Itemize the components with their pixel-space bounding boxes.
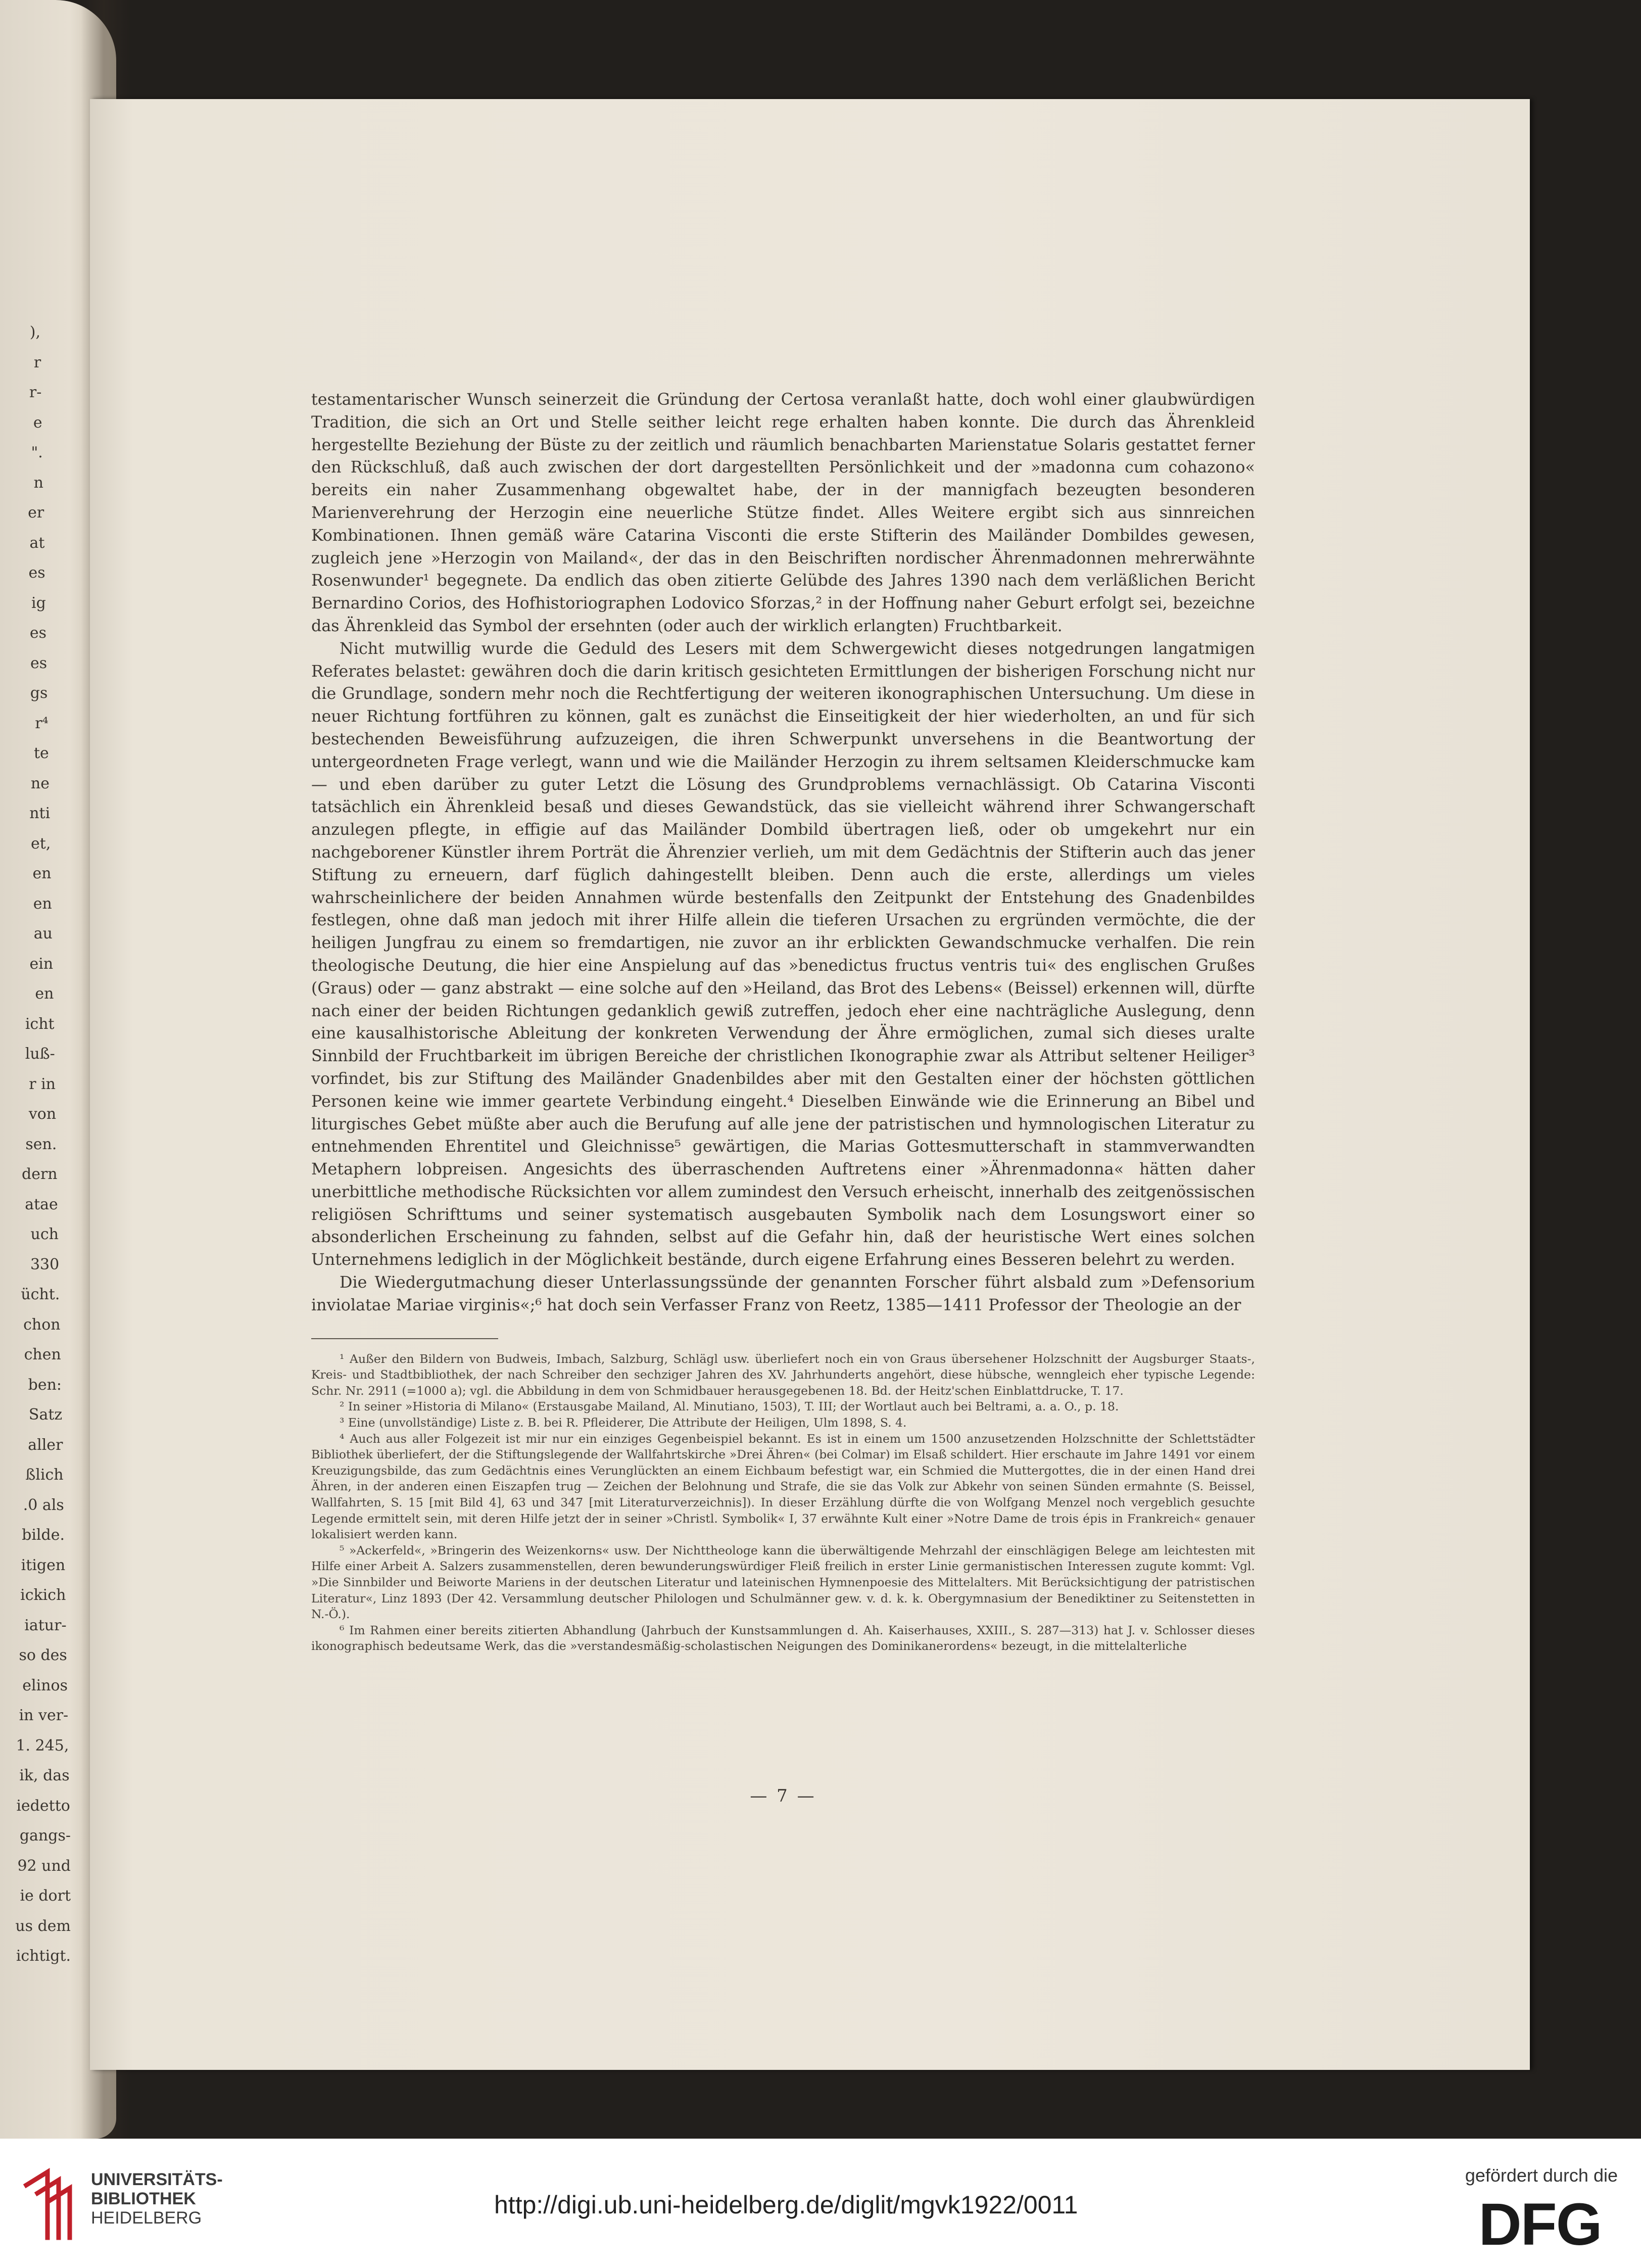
footnote: ¹ Außer den Bildern von Budweis, Imbach, Salzburg, Schlägl usw. überliefert noch ein von Graus übersehener Holzschnitt der Augsburger Staats-, Kreis- und Stadtbibliothek, der nach Schreiber den sechziger Jahren des XV. Jahrhunderts angehört, diese hübsche, wenngleich eher typische Legende: Schr. Nr. 2911 (=1000 a); vgl. die Abbildung in dem von Schmidbauer herausgegebenen 18. Bd. der Heitz'schen Einblattdrucke, T. 17. (311, 1351, 1255, 1398)
left-margin-fragment: en (35, 985, 54, 1003)
left-margin-fragment: nti (29, 805, 51, 822)
left-margin-fragment: itigen (21, 1556, 66, 1574)
paragraph: Die Wiedergutmachung dieser Unterlassungssünde der genannten Forscher führt alsbald zum »Defensorium inviolatae Mariae virginis«;⁶ hat doch sein Verfasser Franz von Reetz, 1385—1411 Professor der Theologie an der (311, 1273, 1255, 1314)
library-name-line: HEIDELBERG (91, 2208, 202, 2228)
left-margin-fragment: uch (30, 1225, 59, 1243)
dfg-logo (1464, 2194, 1616, 2250)
left-margin-fragment: r (33, 353, 41, 371)
ub-heidelberg-logo-icon (21, 2167, 77, 2243)
left-margin-fragment: .0 als (23, 1496, 64, 1514)
left-margin-fragment: bilde. (22, 1526, 65, 1544)
footnote: ⁶ Im Rahmen einer bereits zitierten Abhandlung (Jahrbuch der Kunstsammlungen d. Ah. Kaiserhauses, XXIII., S. 287—313) hat J. v. Schlosser dieses ikonographisch bedeutsame Werk, das die »verstandesmäßig-scholastischen Neigungen des Dominikanerordens« bezeugt, in die mittelalterliche (311, 1623, 1255, 1653)
left-margin-fragment: chon (23, 1315, 61, 1334)
left-margin-fragment: icht (25, 1015, 55, 1033)
library-name (91, 2170, 223, 2228)
viewer-footer (0, 2139, 1641, 2268)
library-name-line: UNIVERSITÄTS- (91, 2170, 223, 2189)
left-margin-fragment: te (34, 744, 49, 762)
left-margin-fragment: at (29, 534, 45, 552)
left-margin-fragment: 330 (30, 1255, 60, 1273)
left-margin-fragment: en (33, 894, 52, 913)
left-margin-fragment: elinos (22, 1676, 68, 1694)
paragraph: testamentarischer Wunsch seinerzeit die Gründung der Certosa veranlaßt hatte, doch wohl einer glaubwürdigen Tradition, die sich an Ort und Stelle seither leicht rege erhalten haben konnte. Die durch das Ährenkleid hergestellte Beziehung der Büste zu der zeitlich und räumlich benachbarten Marienstatue Solaris gestattet ferner den Rückschluß, daß auch zwischen der dort dargestellten Persönlichkeit und der »madonna cum cohazono« bereits ein naher Zusammenhang obgewaltet habe, der in der mannigfach bezeugten besonderen Marienverehrung der Herzogin eine neuerliche Stütze findet. Alles Weitere ergibt sich aus sinnreichen Kombinationen. Ihnen gemäß wäre Catarina Visconti die erste Stifterin des Mailänder Dombildes gewesen, zugleich jene »Herzogin von Mailand«, der das in den Beischriften nordischer Ährenmadonnen mehrerwähnte Rosenwunder¹ begegnete. Da endlich das oben zitierte Gelübde des Jahres 1390 nach dem verläßlichen Bericht Bernardino Corios, des Hofhistoriographen Lodovico Sforzas,² in der Hoffnung naher Geburt erfolgt sei, bezeichne das Ährenkleid das Symbol der ersehnten (oder auch der wirklich erlangten) Fruchtbarkeit. (311, 390, 1255, 635)
paragraph: Nicht mutwillig wurde die Geduld des Lesers mit dem Schwergewicht dieses notgedrungen langatmigen Referates belastet: gewähren doch die darin kritisch gesichteten Ermittlungen der bisherigen Forschung nicht nur die Grundlage, sondern mehr noch die Rechtfertigung der weiteren ikonographischen Untersuchung. Um diese in neuer Richtung fortführen zu können, galt es zunächst die Einseitigkeit der hier wiederholten, an und für sich bestechenden Beweisführung aufzuzeigen, die ihren Schwerpunkt unversehens in die Beantwortung der untergeordneten Frage verlegt, wann und wie die Mailänder Herzogin zu ihrem seltsamen Kleiderschmucke kam — und eben darüber zu guter Letzt die Lösung des Grundproblems vernachlässigt. Ob Catarina Visconti tatsächlich ein Ährenkleid besaß und dieses Gewandstück, das sie vielleicht während ihrer Schwangerschaft anzulegen pflegte, in effigie auf das Mailänder Dombild übertragen ließ, oder ob umgekehrt nur ein nachgeborener Künstler ihrem Porträt die Ährenzier verlieh, um mit dem Gedächtnis der Stifterin auch das jener Stiftung zu erneuern, darf füglich dahingestellt bleiben. Denn auch die erste, allerdings um vieles wahrscheinlichere der beiden Annahmen würde bestenfalls den Zeitpunkt der Entstehung des Gnadenbildes festlegen, ohne daß man jedoch mit ihrer Hilfe allein die tieferen Ursachen zu ergründen vermöchte, die der heiligen Jungfrau zu einem so fremdartigen, nie zuvor an ihr erblickten Gewandschmucke verhalfen. Die rein theologische Deutung, die hier eine Anspielung auf das »benedictus fructus ventris tui« des englischen Grußes (Graus) oder — ganz abstrakt — eine solche auf den »Heiland, das Brot des Lebens« (Beissel) erkennen will, dürfte nach einer der beiden Richtungen gedanklich gewiß zutreffen, jedoch eher eine nachträgliche Auslegung, denn eine kausalhistorische Ableitung der konkreten Verwendung der Ähre ermöglichen, zumal sich dieses uralte Sinnbild der Fruchtbarkeit im übrigen Bereiche der christlichen Ikonographie zwar als Attribut seltener Heiliger³ vorfindet, bis zur Stiftung des Mailänder Gnadenbildes aber mit den Gestalten einer der höchsten göttlichen Personen keine wie immer geartete Verbindung eingeht.⁴ Dieselben Einwände wie die Erinnerung an Bibel und liturgisches Gebet müßte aber auch die Berufung auf alle jene der patristischen und hymnologischen Literatur zu entnehmenden Ehrentitel und Gleichnisse⁵ gewärtigen, die Marias Gottesmutterschaft in stammverwandten Metaphern lobpreisen. Angesichts des überraschenden Auftretens einer »Ährenmadonna« hätten daher unerbittliche methodische Rücksichten vor allem zumindest den Versuch erheischt, innerhalb des zeitgenössischen religiösen Schrifttums und seiner systematisch ausgebauten Symbolik nach dem Losungswort einer so absonderlichen Erscheinung zu fahnden, selbst auf die Gefahr hin, daß der heuristische Wert eines solchen Unternehmens lediglich in der Möglichkeit bestände, durch eigene Erfahrung eines Besseren belehrt zu werden. (311, 639, 1255, 1269)
left-margin-fragment: aller (28, 1436, 63, 1454)
left-margin-fragment: ig (31, 594, 46, 612)
book-page (90, 99, 1530, 2070)
permalink-url[interactable]: http://digi.ub.uni-heidelberg.de/diglit/mgvk1922/0011 (494, 2191, 1078, 2219)
left-margin-fragment: r⁴ (35, 714, 49, 732)
left-margin-fragment: gs (30, 684, 48, 702)
footnote: ² In seiner »Historia di Milano« (Erstausgabe Mailand, Al. Minutiano, 1503), T. III; der Wortlaut auch bei Beltrami, a. a. O., p. 18. (340, 1399, 1119, 1414)
left-margin-fragment: n (33, 474, 43, 492)
funding-caption: gefördert durch die (1465, 2165, 1618, 2186)
left-margin-fragment: es (29, 624, 46, 642)
left-margin-fragment: ichtigt. (16, 1947, 71, 1965)
left-margin-fragment: iedetto (16, 1797, 70, 1815)
left-margin-fragment: e (33, 413, 42, 432)
left-margin-fragment: 1. 245, (16, 1736, 69, 1755)
left-margin-fragment: iatur- (24, 1616, 67, 1634)
left-margin-fragment: Satz (28, 1406, 63, 1424)
left-margin-fragment: ben: (28, 1376, 62, 1394)
main-text-block (311, 389, 1255, 1806)
left-margin-fragment: ßlich (25, 1466, 64, 1484)
dfg-logo-text: DFG (1478, 2194, 1602, 2250)
footnote: ⁵ »Ackerfeld«, »Bringerin des Weizenkorns« usw. Der Nichttheologe kann die überwältigende Mehrzahl der einschlägigen Belege am leichtesten mit Hilfe einer Arbeit A. Salzers zusammenstellen, deren bewunderungswürdiger Fleiß freilich in erster Linie germanistischen Interessen zugute kommt: Vgl. »Die Sinnbilder und Beiworte Mariens in der deutschen Literatur und lateinischen Hymnenpoesie des Mittelalters. Mit Berücksichtigung der patristischen Literatur«, Linz 1893 (Der 42. Versammlung deutscher Philologen und Schulmänner gew. v. d. k. k. Obergymnasium der Benediktiner zu Seitenstetten in N.-Ö.). (311, 1543, 1255, 1622)
left-margin-fragment: au (33, 925, 53, 942)
left-margin-fragment: so des (19, 1646, 67, 1664)
left-margin-fragment: in ver- (19, 1707, 69, 1724)
left-margin-fragment: er (28, 504, 44, 522)
left-margin-fragment: ücht. (21, 1286, 60, 1303)
left-margin-fragment: us dem (15, 1917, 71, 1935)
left-margin-fragment: dern (21, 1165, 58, 1183)
left-margin-fragment: 92 und (17, 1857, 71, 1875)
left-margin-fragment: et, (31, 834, 51, 853)
left-margin-fragment: von (28, 1105, 57, 1123)
left-margin-fragment: en (32, 865, 52, 882)
footnote: ³ Eine (unvollständige) Liste z. B. bei R. Pfleiderer, Die Attribute der Heiligen, Ulm 1898, S. 4. (340, 1415, 907, 1430)
left-margin-fragment: sen. (25, 1135, 57, 1153)
page-number: — 7 — (750, 1786, 816, 1806)
left-margin-fragment: ". (31, 444, 43, 461)
library-name-line: BIBLIOTHEK (91, 2189, 196, 2208)
left-margin-fragment: ie dort (20, 1887, 71, 1905)
left-margin-fragment: es (30, 654, 47, 672)
left-margin-fragment: gangs- (19, 1827, 71, 1845)
left-margin-fragment: luß- (25, 1045, 55, 1063)
left-margin-fragment: r- (29, 384, 42, 401)
footnote: ⁴ Auch aus aller Folgezeit ist mir nur ein einziges Gegenbeispiel bekannt. Es ist in einem um 1500 anzusetzenden Holzschnitte der Schlettstädter Bibliothek überliefert, der die Stiftungslegende der Wallfahrtskirche »Drei Ähren« (bei Colmar) im Elsaß schildert. Hier erschaute im Jahre 1491 vor einem Kreuzigungsbilde, das zum Gedächtnis eines Verunglückten an einem Eichbaum befestigt war, ein Schmied die Muttergottes, die in der einen Hand drei Ähren, in der anderen einen Eiszapfen trug — Zeichen der Belohnung und Strafe, die sie das Volk zur Abkehr von seinen Sünden ermahnte (S. Beissel, Wallfahrten, S. 15 [mit Bild 4], 63 und 347 [mit Literaturverzeichnis]). In dieser Erzählung dürfte die von Wolfgang Menzel noch vergeblich gesuchte Legende ermittelt sein, mit deren Hilfe jetzt der in seiner »Christl. Symbolik« I, 37 erwähnte Kult einer »Notre Dame de trois épis in Frankreich« genauer lokalisiert werden kann. (311, 1431, 1255, 1542)
left-margin-fragment: es (28, 564, 45, 582)
left-margin-fragment: atae (25, 1195, 58, 1213)
footnote-separator (311, 1338, 498, 1339)
left-margin-fragment: ein (29, 955, 54, 973)
left-margin-fragment: ickich (20, 1586, 66, 1604)
left-margin-fragment: ), (29, 323, 40, 341)
left-margin-fragment: ik, das (19, 1767, 70, 1784)
left-margin-fragment: r in (29, 1075, 56, 1093)
left-margin-fragment: ne (30, 774, 50, 792)
left-margin-fragment: chen (24, 1346, 61, 1363)
